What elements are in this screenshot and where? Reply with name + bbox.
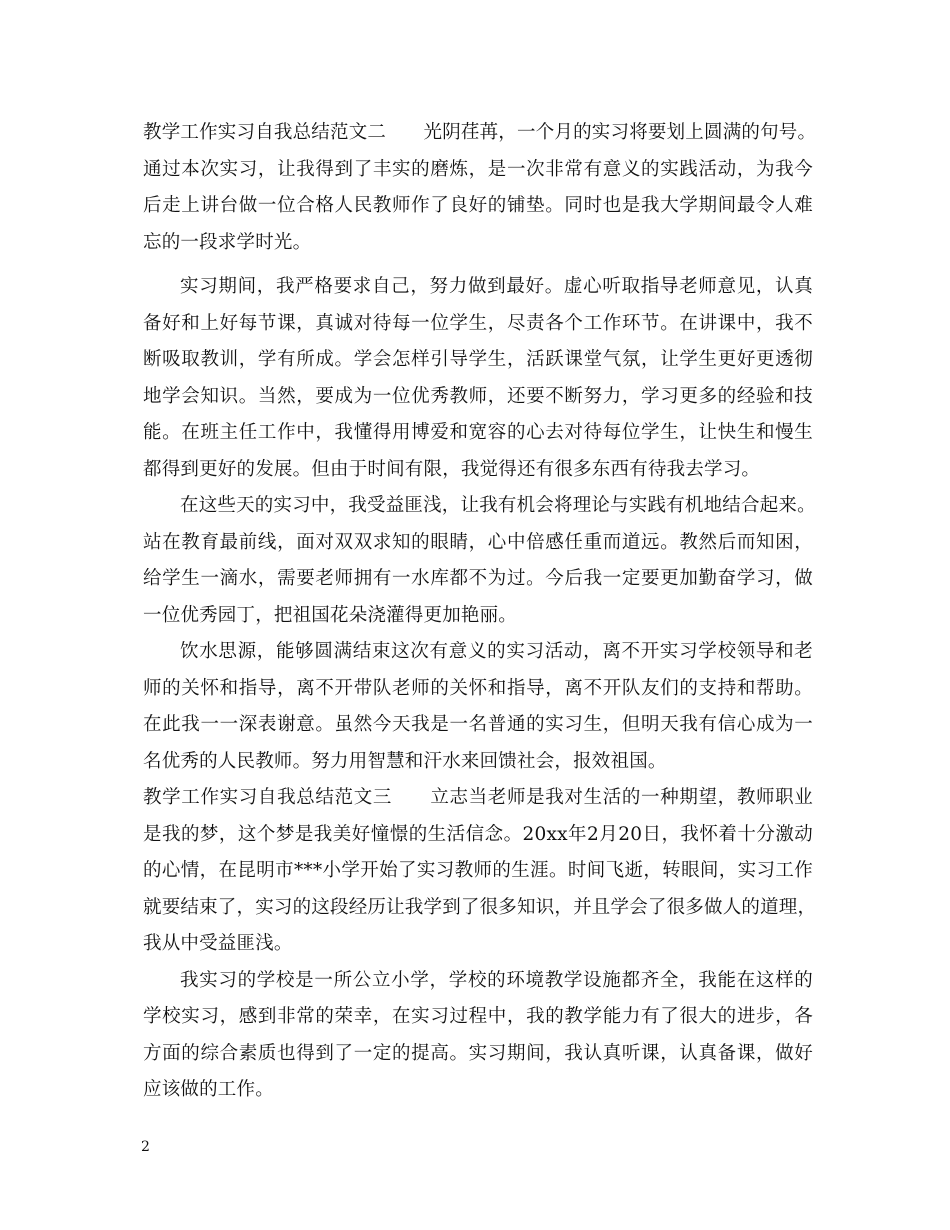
text-line: 的心情，在昆明市***小学开始了实习教师的生涯。时间飞逝，转眼间，实习工作 — [143, 860, 813, 881]
text-line: 断吸取教训，学有所成。学会怎样引导学生，活跃课堂气氛，让学生更好更透彻 — [143, 349, 813, 370]
text-line: 忘的一段求学时光。 — [143, 231, 312, 253]
text-line: 应该做的工作。 — [143, 1079, 274, 1100]
page-number: 2 — [141, 1139, 150, 1155]
document-body — [143, 115, 817, 1109]
text-line: 方面的综合素质也得到了一定的提高。实习期间，我认真听课，认真备课，做好 — [143, 1042, 813, 1064]
text-line: 实习期间，我严格要求自己，努力做到最好。虚心听取指导老师意见，认真 — [180, 276, 813, 297]
text-line: 在这些天的实习中，我受益匪浅，让我有机会将理论与实践有机地结合起来。 — [180, 495, 816, 516]
text-line: 通过本次实习，让我得到了丰实的磨炼，是一次非常有意义的实践活动，为我今 — [143, 158, 813, 180]
text-line: 后走上讲台做一位合格人民教师作了良好的铺垫。同时也是我大学期间最令人难 — [143, 195, 813, 216]
text-line: 饮水思源，能够圆满结束这次有意义的实习活动，离不开实习学校领导和老 — [180, 641, 813, 662]
text-line: 就要结束了，实习的这段经历让我学到了很多知识，并且学会了很多做人的道理， — [143, 896, 817, 918]
text-line: 我从中受益匪浅。 — [143, 933, 293, 954]
text-line: 站在教育最前线，面对双双求知的眼睛，心中倍感任重而道远。教然后而知困， — [143, 531, 813, 553]
text-line: 一位优秀园丁，把祖国花朵浇灌得更加艳丽。 — [143, 604, 518, 626]
text-line: 教学工作实习自我总结范文三 立志当老师是我对生活的一种期望，教师职业 — [143, 787, 813, 808]
text-line: 地学会知识。当然，要成为一位优秀教师，还要不断努力，学习更多的经验和技 — [143, 385, 813, 407]
text-line: 师的关怀和指导，离不开带队老师的关怀和指导，离不开队友们的支持和帮助。 — [143, 677, 813, 699]
text-line: 备好和上好每节课，真诚对待每一位学生，尽责各个工作环节。在讲课中，我不 — [143, 312, 813, 334]
text-line: 名优秀的人民教师。努力用智慧和汗水来回馈社会，报效祖国。 — [143, 750, 667, 772]
text-line: 给学生一滴水，需要老师拥有一水库都不为过。今后我一定要更加勤奋学习，做 — [143, 568, 813, 589]
text-line: 学校实习，感到非常的荣幸，在实习过程中，我的教学能力有了很大的进步，各 — [143, 1006, 813, 1027]
text-line: 我实习的学校是一所公立小学，学校的环境教学设施都齐全，我能在这样的 — [180, 969, 813, 991]
text-line: 在此我一一深表谢意。虽然今天我是一名普通的实习生，但明天我有信心成为一 — [143, 714, 813, 735]
text-line: 能。在班主任工作中，我懂得用博爱和宽容的心去对待每位学生，让快生和慢生 — [143, 422, 813, 443]
text-line: 教学工作实习自我总结范文二 光阴荏苒，一个月的实习将要划上圆满的句号。 — [143, 122, 817, 143]
text-line: 是我的梦，这个梦是我美好憧憬的生活信念。20xx年2月20日，我怀着十分激动 — [143, 823, 813, 845]
text-line: 都得到更好的发展。但由于时间有限，我觉得还有很多东西有待我去学习。 — [143, 458, 761, 480]
